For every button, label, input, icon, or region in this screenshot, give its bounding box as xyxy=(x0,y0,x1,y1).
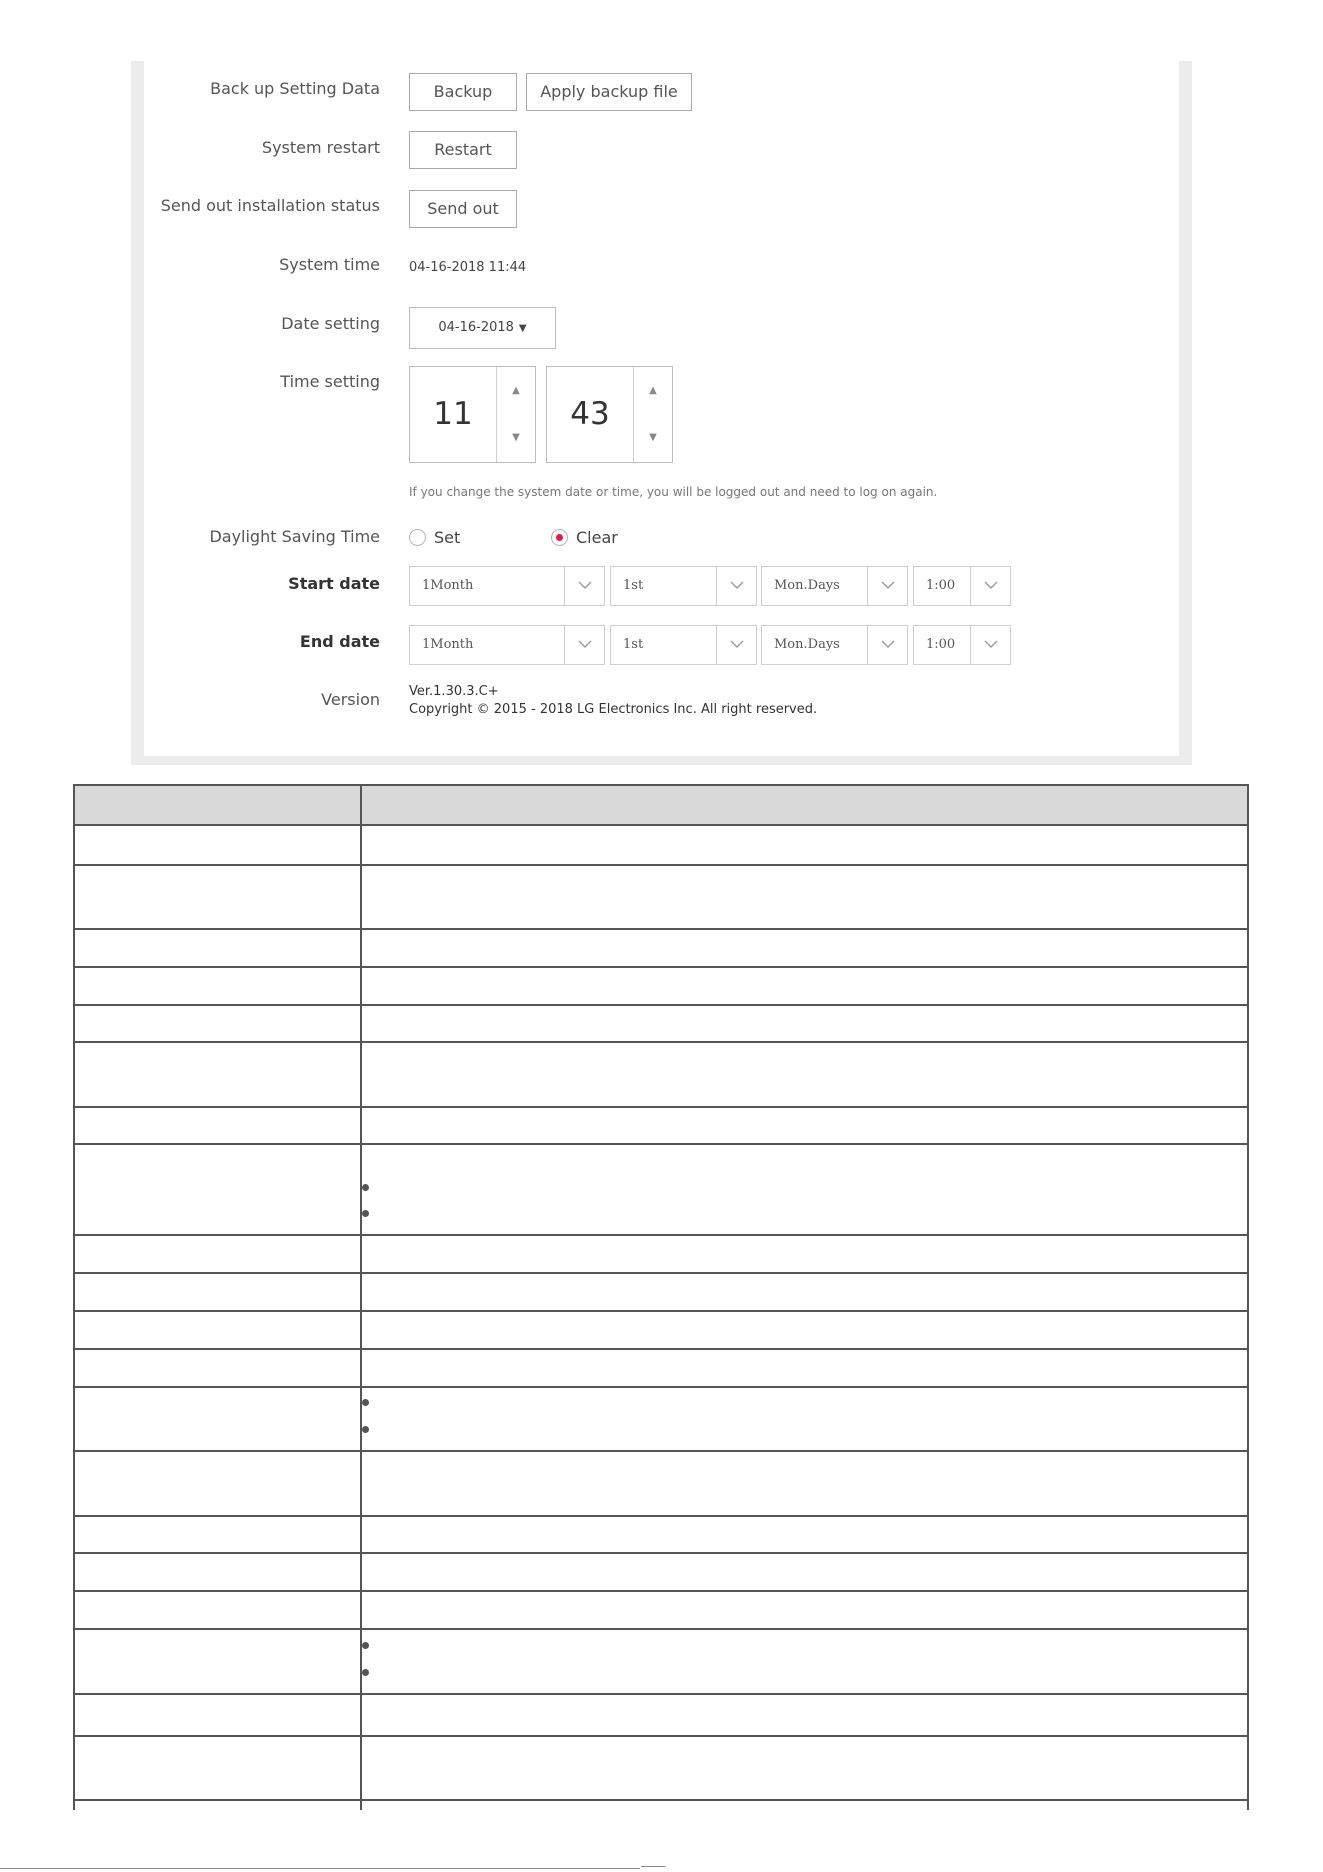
dst-clear-radio[interactable] xyxy=(551,529,568,546)
send-installation-status-label: Send out installation status xyxy=(160,196,380,215)
table-row-line xyxy=(75,1106,1247,1108)
time-setting-label: Time setting xyxy=(280,372,380,391)
bullet-icon xyxy=(362,1210,369,1217)
system-restart-label: System restart xyxy=(261,138,380,157)
table-row-line xyxy=(75,1143,1247,1145)
chevron-down-icon xyxy=(564,626,604,664)
start-month-select[interactable] xyxy=(409,566,605,606)
start-day-value: Mon.Days xyxy=(774,578,840,593)
table-row-line xyxy=(75,1693,1247,1695)
minute-up-arrow-icon[interactable]: ▲ xyxy=(649,385,657,396)
bullet-icon xyxy=(362,1184,369,1191)
table-row-line xyxy=(75,1735,1247,1737)
minute-value[interactable]: 43 xyxy=(547,367,634,462)
description-table xyxy=(73,784,1249,1810)
table-row-line xyxy=(75,1450,1247,1452)
hour-up-arrow-icon[interactable]: ▲ xyxy=(512,385,520,396)
column-divider xyxy=(360,786,362,1810)
end-day-value: Mon.Days xyxy=(774,637,840,652)
page-bottom-rule xyxy=(0,1868,640,1869)
restart-button[interactable]: Restart xyxy=(409,131,517,169)
table-row-line xyxy=(75,1348,1247,1350)
page-bottom-rule xyxy=(641,1866,665,1867)
daylight-saving-time-label: Daylight Saving Time xyxy=(209,527,380,546)
table-row-line xyxy=(75,966,1247,968)
start-date-label: Start date xyxy=(288,574,380,593)
bullet-icon xyxy=(362,1669,369,1676)
chevron-down-icon xyxy=(716,626,756,664)
end-time-value: 1:00 xyxy=(926,637,956,652)
end-date-label: End date xyxy=(299,632,380,651)
date-picker-value: 04-16-2018 xyxy=(438,320,514,335)
table-row-line xyxy=(75,1628,1247,1630)
chevron-down-icon xyxy=(716,567,756,605)
date-picker-dropdown[interactable] xyxy=(409,307,556,349)
table-row-line xyxy=(75,1272,1247,1274)
backup-button[interactable]: Backup xyxy=(409,73,517,111)
version-label: Version xyxy=(321,690,380,709)
system-time-label: System time xyxy=(279,255,380,274)
chevron-down-icon xyxy=(970,626,1010,664)
table-row-line xyxy=(75,1234,1247,1236)
start-week-select[interactable] xyxy=(610,566,757,606)
start-month-value: 1Month xyxy=(422,578,474,593)
end-month-select[interactable] xyxy=(409,625,605,665)
dst-set-radio[interactable] xyxy=(409,529,426,546)
hour-down-arrow-icon[interactable]: ▼ xyxy=(512,432,520,443)
date-time-change-note: If you change the system date or time, you will be logged out and need to log on again. xyxy=(409,485,938,499)
table-row-line xyxy=(75,1386,1247,1388)
end-week-select[interactable] xyxy=(610,625,757,665)
minute-stepper xyxy=(546,366,673,463)
start-week-value: 1st xyxy=(623,578,644,593)
chevron-down-icon xyxy=(564,567,604,605)
start-time-select[interactable] xyxy=(913,566,1011,606)
chevron-down-icon xyxy=(867,626,907,664)
table-row-line xyxy=(75,928,1247,930)
start-time-value: 1:00 xyxy=(926,578,956,593)
apply-backup-file-button[interactable]: Apply backup file xyxy=(526,73,692,111)
minute-down-arrow-icon[interactable]: ▼ xyxy=(649,432,657,443)
hour-value[interactable]: 11 xyxy=(410,367,497,462)
chevron-down-icon xyxy=(867,567,907,605)
caret-down-icon: ▼ xyxy=(518,323,527,334)
table-row-line xyxy=(75,864,1247,866)
bullet-icon xyxy=(362,1399,369,1406)
bullet-icon xyxy=(362,1426,369,1433)
table-row-line xyxy=(75,1799,1247,1801)
table-row-line xyxy=(75,1310,1247,1312)
table-row-line xyxy=(75,1041,1247,1043)
table-row-line xyxy=(75,1590,1247,1592)
start-day-select[interactable] xyxy=(761,566,908,606)
backup-label: Back up Setting Data xyxy=(210,79,380,98)
copyright-text: Copyright © 2015 - 2018 LG Electronics Inc. All right reserved. xyxy=(409,702,818,717)
dst-clear-label: Clear xyxy=(576,528,618,547)
table-row-line xyxy=(75,1004,1247,1006)
version-value: Ver.1.30.3.C+ xyxy=(409,684,499,699)
chevron-down-icon xyxy=(970,567,1010,605)
end-day-select[interactable] xyxy=(761,625,908,665)
send-out-button[interactable]: Send out xyxy=(409,190,517,228)
end-month-value: 1Month xyxy=(422,637,474,652)
hour-stepper xyxy=(409,366,536,463)
dst-set-label: Set xyxy=(434,528,461,547)
end-time-select[interactable] xyxy=(913,625,1011,665)
system-time-value: 04-16-2018 11:44 xyxy=(409,260,527,275)
date-setting-label: Date setting xyxy=(281,314,380,333)
end-week-value: 1st xyxy=(623,637,644,652)
bullet-icon xyxy=(362,1642,369,1649)
table-header xyxy=(75,786,1247,826)
table-row-line xyxy=(75,1515,1247,1517)
table-row-line xyxy=(75,1552,1247,1554)
